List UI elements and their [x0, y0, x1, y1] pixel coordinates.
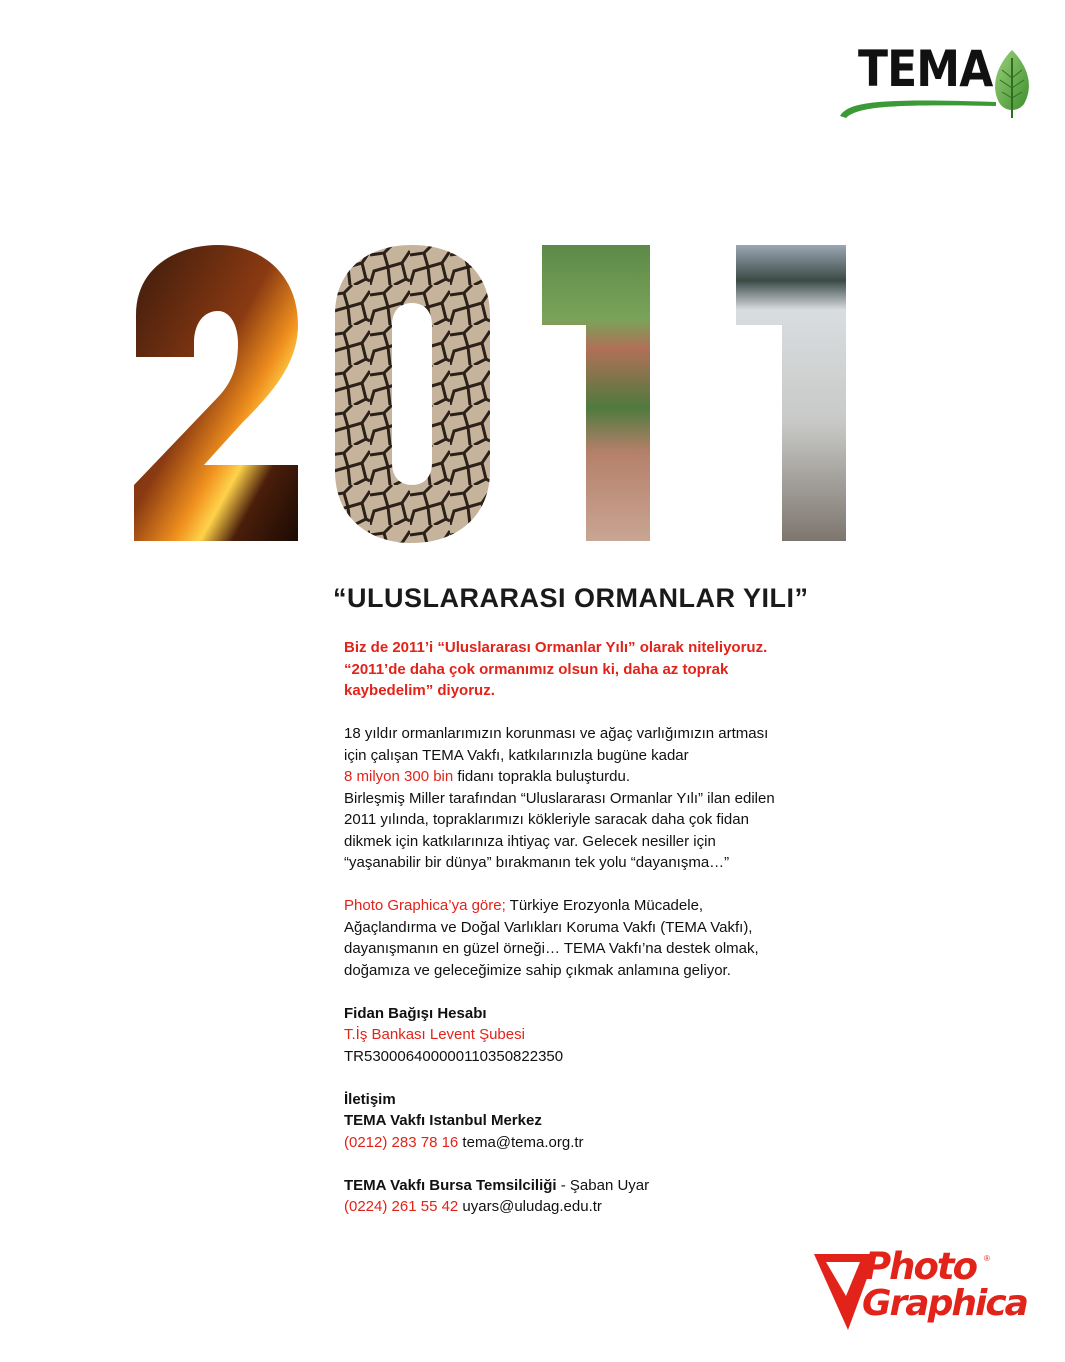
photographica-mention: Photo Graphica’ya göre; [344, 897, 506, 914]
leaf-icon [988, 48, 1036, 120]
para2-line: dayanışmanın en güzel örneği… TEMA Vakfı’na destek olmak, [344, 940, 759, 957]
photographica-logo-line2: Graphica [862, 1283, 1027, 1324]
para1-line-rest: fidanı toprakla buluşturdu. [453, 768, 631, 785]
istanbul-phone: (0212) 283 78 16 [344, 1133, 459, 1151]
para2-line-rest: Türkiye Erozyonla Mücadele, [505, 897, 704, 914]
year-digits [130, 245, 850, 545]
digit-zero [335, 245, 490, 543]
digit-one-first [542, 245, 650, 541]
registered-mark-icon: ® [984, 1254, 990, 1263]
contact-title: İletişim [344, 1090, 396, 1108]
photographica-logo-line1: Photo [864, 1245, 976, 1288]
bursa-contact [344, 1196, 904, 1218]
para1-line: 18 yıldır ormanlarımızın korunması ve ağaç varlığımızın artması [344, 725, 769, 742]
bursa-person: - Şaban Uyar [556, 1176, 650, 1194]
para2-line: doğamıza ve geleceğimize sahip çıkmak anlamına geliyor. [344, 961, 731, 979]
intro-line: “2011’de daha çok ormanımız olsun ki, daha az toprak [344, 660, 729, 678]
para1-line: dikmek için katkılarınıza ihtiyaç var. Gelecek nesiller için [344, 832, 716, 850]
para2-line: Ağaçlandırma ve Doğal Varlıkları Koruma Vakfı (TEMA Vakfı), [344, 918, 753, 936]
tema-swoosh-icon [838, 90, 998, 120]
para2-line [344, 895, 904, 917]
istanbul-contact [344, 1132, 904, 1154]
bursa-office-line [344, 1175, 904, 1197]
para1-line [344, 766, 904, 788]
bursa-office-title: TEMA Vakfı Bursa Temsilciliği [344, 1176, 557, 1194]
para1-line: 2011 yılında, topraklarımızı kökleriyle saracak daha çok fidan [344, 811, 749, 828]
donation-bank: T.İş Bankası Levent Şubesi [344, 1026, 525, 1043]
tema-logo [838, 40, 1038, 128]
page-title: “ULUSLARARASI ORMANLAR YILI” [333, 583, 809, 613]
para1-line: için çalışan TEMA Vakfı, katkılarınızla bugüne kadar [344, 746, 689, 764]
year-2011-graphic [130, 245, 850, 545]
body-text [344, 637, 904, 1218]
digit-two [134, 245, 298, 541]
photographica-logo [812, 1245, 1038, 1330]
intro-line: kaybedelim” diyoruz. [344, 682, 495, 699]
para1-line: “yaşanabilir bir dünya” bırakmanın tek yolu “dayanışma…” [344, 854, 730, 871]
donation-iban: TR530006400000110350822350 [344, 1047, 564, 1065]
tema-logo-text: TEMA [858, 40, 993, 98]
donation-title: Fidan Bağışı Hesabı [344, 1004, 487, 1022]
istanbul-office-title: TEMA Vakfı Istanbul Merkez [344, 1112, 542, 1129]
intro-line: Biz de 2011’i “Uluslararası Ormanlar Yılı” olarak niteliyoruz. [344, 639, 768, 656]
bursa-phone: (0224) 261 55 42 [344, 1198, 459, 1215]
para1-line: Birleşmiş Miller tarafından “Uluslararası Ormanlar Yılı” ilan edilen [344, 789, 775, 807]
digit-one-second [736, 245, 846, 541]
sapling-count: 8 milyon 300 bin [344, 768, 454, 785]
istanbul-email[interactable]: tema@tema.org.tr [458, 1133, 584, 1151]
bursa-email[interactable]: uyars@uludag.edu.tr [458, 1198, 602, 1215]
